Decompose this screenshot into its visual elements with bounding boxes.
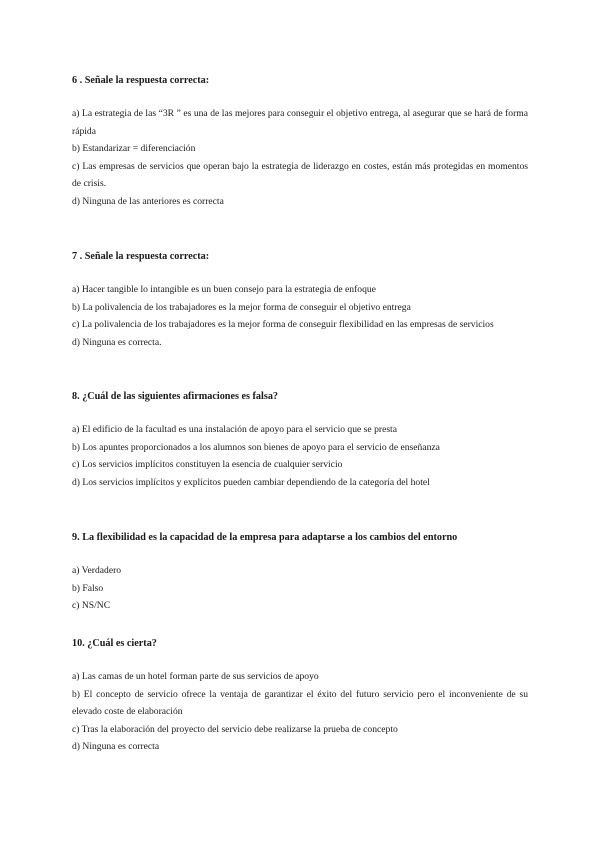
option-d: d) Ninguna es correcta. [72, 336, 162, 348]
option-d: d) Los servicios implícitos y explícitos pueden cambiar dependiendo de la categoría del hotel [72, 476, 430, 488]
option-b: b) La polivalencia de los trabajadores es la mejor forma de conseguir el objetivo entrega [72, 301, 411, 313]
question-6 [72, 74, 528, 211]
option-d: d) Ninguna es correcta [72, 741, 160, 753]
question-7 [72, 250, 528, 351]
option-c: c) Las empresas de servicios que operan bajo la estrategia de liderazgo en costes, están más protegidas en momentos de crisis. [72, 160, 528, 190]
option-a: a) La estrategia de las “3R ” es una de las mejores para conseguir el objetivo entrega, al asegurar que se hará de forma rápida [72, 108, 528, 137]
option-a: a) Hacer tangible lo intangible es un buen consejo para la estrategia de enfoque [72, 284, 376, 295]
option-b: b) Estandarizar = diferenciación [72, 143, 196, 155]
option-c: c) Tras la elaboración del proyecto del servicio debe realizarse la prueba de concepto [72, 723, 398, 735]
question-title: 7 . Señale la respuesta correcta: [72, 251, 210, 262]
option-c: c) NS/NC [72, 600, 111, 612]
option-a: a) Las camas de un hotel forman parte de sus servicios de apoyo [72, 671, 319, 682]
option-b: b) Falso [72, 582, 104, 594]
option-c: c) La polivalencia de los trabajadores es la mejor forma de conseguir flexibilidad en las empresas de servicios [72, 319, 494, 331]
option-b: b) El concepto de servicio ofrece la ventaja de garantizar el éxito del futuro servicio pero el inconveniente de su elevado coste de elaboración [72, 688, 528, 718]
options-list [72, 105, 528, 211]
options-list [72, 281, 528, 351]
option-a: a) Verdadero [72, 565, 122, 576]
question-title: 6 . Señale la respuesta correcta: [72, 75, 210, 86]
options-list [72, 668, 528, 756]
option-b: b) Los apuntes proporcionados a los alumnos son bienes de apoyo para el servicio de enseñanza [72, 441, 440, 453]
question-title: 10. ¿Cuál es cierta? [72, 638, 157, 649]
question-title: 8. ¿Cuál de las siguientes afirmaciones es falsa? [72, 391, 279, 402]
options-list [72, 421, 528, 491]
option-a: a) El edificio de la facultad es una instalación de apoyo para el servicio que se presta [72, 424, 397, 435]
question-8 [72, 390, 528, 491]
options-list [72, 562, 528, 615]
question-10 [72, 637, 528, 756]
option-d: d) Ninguna de las anteriores es correcta [72, 195, 224, 207]
option-c: c) Los servicios implícitos constituyen la esencia de cualquier servicio [72, 459, 343, 471]
question-9 [72, 531, 528, 615]
question-title: 9. La flexibilidad es la capacidad de la empresa para adaptarse a los cambios del entorno [72, 532, 458, 543]
